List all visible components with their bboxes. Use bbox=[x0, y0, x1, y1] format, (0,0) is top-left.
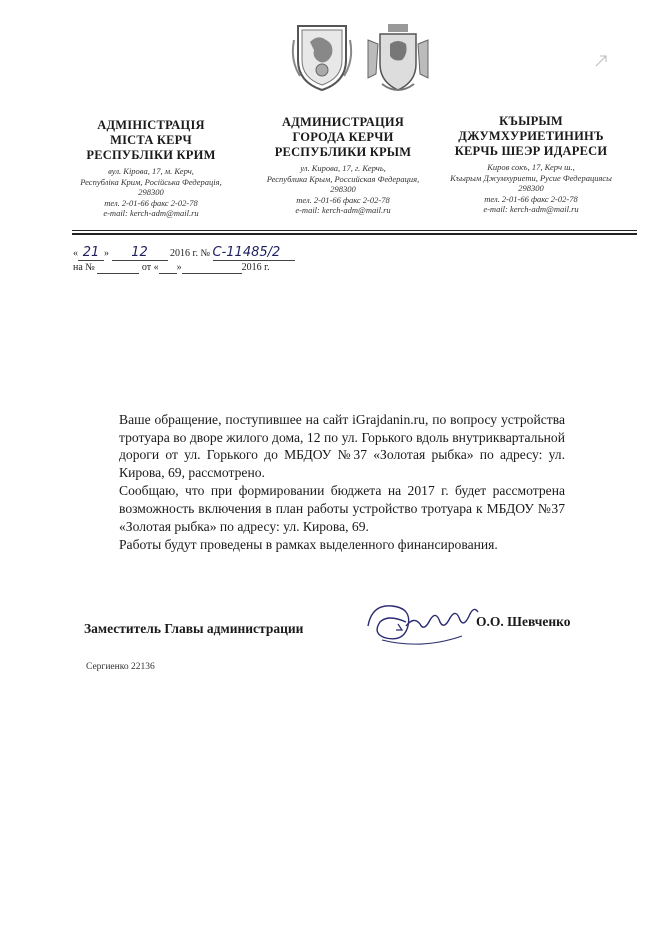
tatar-address-5: e-mail: kerch-adm@mail.ru bbox=[483, 204, 579, 214]
ref-month-blank bbox=[182, 262, 242, 274]
reg-number: С-11485/2 bbox=[213, 245, 295, 261]
reg-month: 12 bbox=[112, 245, 168, 261]
ukrainian-address-4: тел. 2-01-66 факс 2-02-78 bbox=[104, 197, 198, 208]
ref-close: » bbox=[176, 262, 182, 273]
russian-address-4: тел. 2-01-66 факс 2-02-78 bbox=[296, 194, 390, 205]
quote-open: « bbox=[73, 248, 78, 259]
header-ukrainian bbox=[58, 118, 244, 219]
ukrainian-address-1: вул. Кірова, 17, м. Керч, bbox=[108, 166, 194, 176]
letter-body bbox=[119, 411, 565, 554]
ukrainian-title-3: РЕСПУБЛІКИ КРИМ bbox=[86, 148, 216, 162]
arrow-mark-icon bbox=[594, 54, 608, 68]
reg-day: 21 bbox=[78, 245, 104, 261]
ukrainian-title-1: АДМІНІСТРАЦІЯ bbox=[97, 118, 205, 132]
russian-address-2: Республика Крым, Российская Федерация, bbox=[266, 173, 420, 184]
ref-number-blank bbox=[97, 262, 139, 274]
ref-year: 2016 г. bbox=[241, 262, 270, 273]
handwritten-signature-icon bbox=[362, 596, 482, 648]
tatar-title-1: КЪЫРЫМ bbox=[499, 114, 563, 128]
paragraph-3: Работы будут проведены в рамках выделенного финансирования. bbox=[119, 537, 498, 553]
russian-address-5: e-mail: kerch-adm@mail.ru bbox=[295, 205, 391, 215]
tatar-address-2: Къырым Джумхуриети, Русие Федерациясы bbox=[450, 172, 612, 183]
header-russian bbox=[248, 115, 438, 216]
ukrainian-title-2: МІСТА КЕРЧ bbox=[110, 133, 192, 147]
russian-address-1: ул. Кирова, 17, г. Керчь, bbox=[300, 163, 386, 173]
ukrainian-address-3: 298300 bbox=[138, 187, 164, 197]
signer-name: О.О. Шевченко bbox=[476, 614, 571, 629]
ref-from: от « bbox=[141, 262, 159, 273]
tatar-title-3: КЕРЧЬ ШЕЭР ИДАРЕСИ bbox=[454, 144, 608, 158]
russian-title-3: РЕСПУБЛИКИ КРЫМ bbox=[274, 145, 412, 159]
paragraph-2: Сообщаю, что при формировании бюджета на 2017 г. будет рассмотрена возможность включения в план работы устройство тротуара к МБДОУ №37 «Золотая рыбка» по адресу: ул. Кирова, 69. bbox=[119, 483, 565, 534]
registration-line bbox=[73, 245, 373, 261]
ref-prefix: на № bbox=[73, 262, 95, 273]
tatar-address-3: 298300 bbox=[518, 183, 544, 193]
header-divider-bottom bbox=[72, 233, 637, 235]
russian-title-1: АДМИНИСТРАЦИЯ bbox=[281, 115, 405, 129]
ukrainian-address-2: Республіка Крим, Російська Федерація, bbox=[80, 176, 222, 187]
tatar-title-2: ДЖУМХУРИЕТИНИНЪ bbox=[458, 129, 604, 143]
header-crimean-tatar bbox=[438, 114, 624, 215]
russian-address-3: 298300 bbox=[330, 184, 356, 194]
reference-line bbox=[73, 262, 373, 274]
paragraph-1: Ваше обращение, поступившее на сайт iGrajdanin.ru, по вопросу устройства тротуара во дворе жилого дома, 12 по ул. Горького вдоль внутриквартальной дороги от ул. Горького до МБДОУ №37 «Золотая рыбка» по адресу: ул. Кирова, 69, рассмотрено. bbox=[119, 412, 565, 480]
ref-day-blank bbox=[159, 262, 177, 274]
tatar-address-1: Киров сокъ, 17, Керч ш., bbox=[487, 162, 575, 172]
ukrainian-address-5: e-mail: kerch-adm@mail.ru bbox=[103, 208, 199, 218]
signer-position: Заместитель Главы администрации bbox=[84, 621, 304, 636]
quote-close: » bbox=[104, 248, 109, 259]
tatar-address-4: тел. 2-01-66 факс 2-02-78 bbox=[484, 193, 578, 204]
header-divider-top bbox=[72, 230, 637, 231]
crimea-coat-of-arms-icon bbox=[290, 20, 354, 92]
executor-note: Сергиенко 22136 bbox=[86, 662, 155, 672]
reg-year-label: 2016 г. № bbox=[170, 248, 211, 259]
russian-title-2: ГОРОДА КЕРЧИ bbox=[292, 130, 394, 144]
kerch-coat-of-arms-icon bbox=[362, 22, 434, 94]
